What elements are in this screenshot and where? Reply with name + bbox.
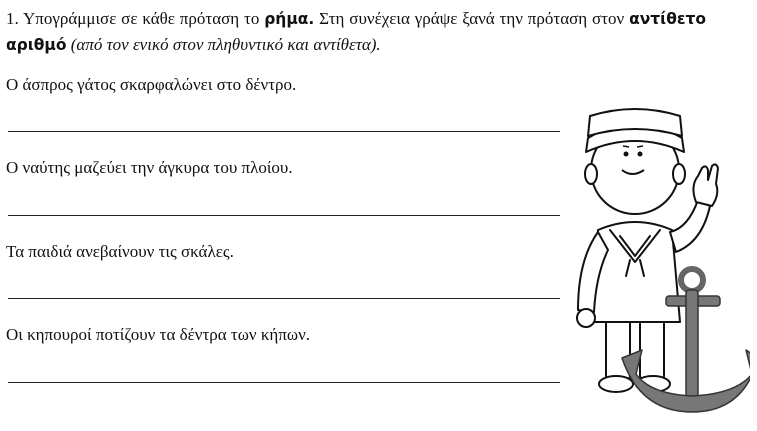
exercise-instruction — [6, 6, 706, 58]
instruction-text-1: Υπογράμμισε σε κάθε πρόταση το — [22, 9, 260, 28]
sentence-4: Οι κηπουροί ποτίζουν τα δέντρα των κήπων. — [6, 325, 311, 344]
answer-line-4[interactable] — [8, 382, 560, 383]
sentence-3: Τα παιδιά ανεβαίνουν τις σκάλες. — [6, 242, 234, 261]
instruction-italic-note: (από τον ενικό στον πληθυντικό και αντίθετα). — [70, 35, 381, 54]
sentence-1: Ο άσπρος γάτος σκαρφαλώνει στο δέντρο. — [6, 75, 297, 94]
instruction-text-2: Στη συνέχεια γράψε ξανά την πρόταση στον — [319, 9, 625, 28]
sailor-with-anchor-icon — [560, 90, 750, 425]
answer-line-3[interactable] — [8, 298, 560, 299]
instruction-bold-verb: ρήμα. — [264, 10, 315, 28]
sentence-2: Ο ναύτης μαζεύει την άγκυρα του πλοίου. — [6, 158, 293, 177]
answer-line-2[interactable] — [8, 215, 560, 216]
exercise-number: 1. — [6, 9, 19, 28]
instruction-bold-number: αντίθετο αριθμό — [6, 10, 707, 54]
answer-line-1[interactable] — [8, 131, 560, 132]
